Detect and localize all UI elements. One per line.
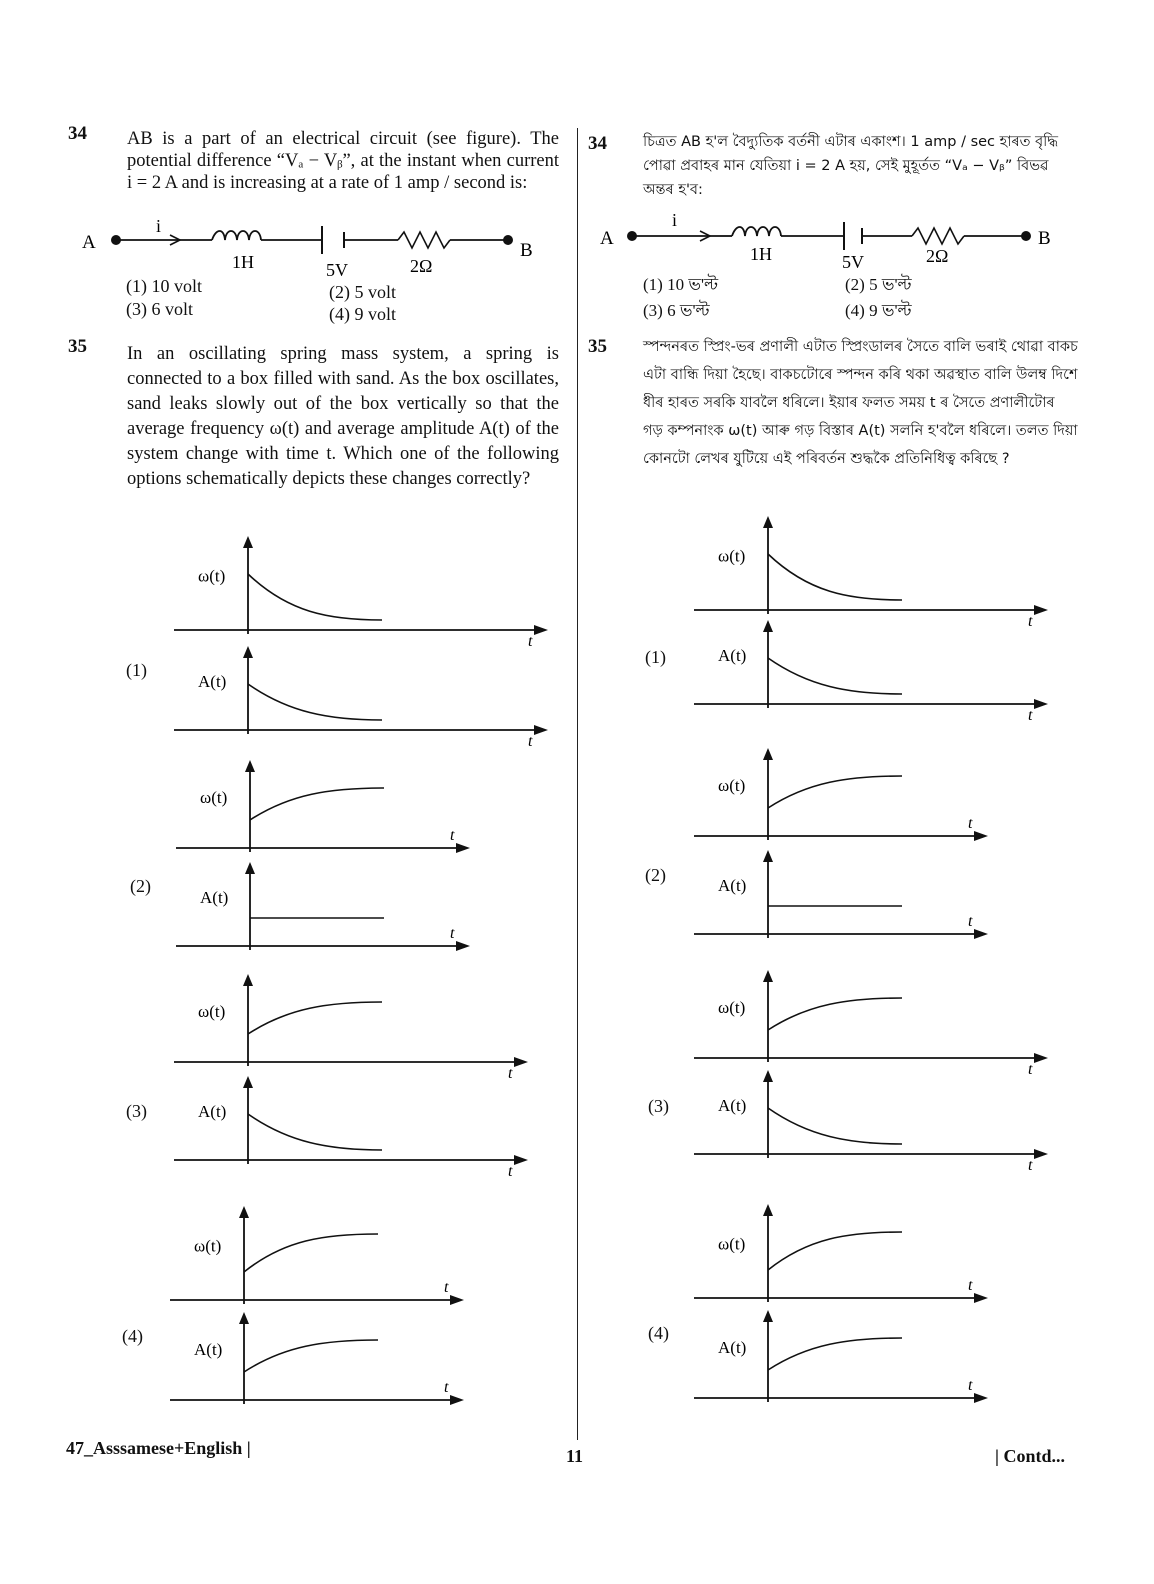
q34-option-1-as[interactable]: (1) 10 ভ'ল্ট [643,275,719,294]
battery-label: 5V [326,260,348,278]
graph-left-opt2-omega [172,756,472,860]
curve [768,554,902,600]
x-axis-arrow [1034,699,1048,709]
y-axis-arrow [763,1310,773,1322]
q35-option-label-2[interactable]: (2) [130,876,151,896]
x-axis-label: t [1028,1061,1033,1078]
current-label-as: i [672,214,678,230]
curve [250,788,384,820]
graph-left-opt1-amplitude [170,642,550,750]
q34-option-4-as[interactable]: (4) 9 ভ'ল্ট [845,301,912,320]
y-axis-arrow [763,850,773,862]
x-axis-label: t [450,925,455,942]
footer-page-number: 11 [566,1446,584,1466]
curve [768,776,902,808]
x-axis-arrow [1034,605,1048,615]
graph-right-opt4-amplitude [690,1306,990,1410]
q35-option-label-1[interactable]: (1) [126,660,147,680]
x-axis-label: t [1028,707,1033,724]
terminal-b-label: B [520,240,533,261]
y-axis-arrow [763,516,773,528]
graph-right-opt4-omega [690,1200,990,1310]
y-axis-label: ω(t) [194,1236,222,1256]
curve [768,1232,902,1270]
graph-left-opt3-omega [170,970,530,1082]
inductor-label-as: 1H [750,244,772,264]
y-axis-label: A(t) [718,876,747,895]
x-axis-label: t [508,1065,513,1082]
graph-right-opt1-omega [690,512,1050,630]
q35-option-label-3-as[interactable]: (3) [648,1096,669,1116]
y-axis-arrow [763,970,773,982]
x-axis-label: t [444,1279,449,1296]
y-axis-arrow [239,1312,249,1324]
x-axis-label: t [528,633,533,650]
question-34-text-as: চিত্ৰত AB হ'ল বৈদ্যুতিক বৰ্তনী এটাৰ একাংশ। 1 amp / sec হাৰত বৃদ্ধি পোৱা প্ৰবাহৰ মান যেতিয়া i = 2 A হয়, সেই মুহূৰ্তত “Vₐ − Vᵦ” বিভৱ অন্তৰ হ'ব: [643,134,1058,198]
question-number-35: 35 [68,336,87,357]
graph-right-opt3-amplitude [690,1066,1050,1174]
q34-option-4[interactable]: (4) 9 volt [329,304,396,324]
curve [768,658,902,694]
x-axis-arrow [514,1155,528,1165]
graph-left-opt3-amplitude [170,1072,530,1180]
q35-option-label-4-as[interactable]: (4) [648,1323,669,1343]
y-axis-arrow [763,620,773,632]
y-axis-arrow [763,748,773,760]
x-axis-label: t [968,815,973,832]
y-axis-label: ω(t) [718,775,746,795]
curve [768,1108,902,1144]
circuit-diagram-as [600,214,1070,274]
question-number-34: 34 [68,123,87,144]
curve [248,574,382,620]
y-axis-arrow [243,536,253,548]
x-axis-arrow [450,1395,464,1405]
y-axis-arrow [243,974,253,986]
q35-option-label-3[interactable]: (3) [126,1101,147,1121]
y-axis-label: A(t) [718,646,747,665]
q34-option-1[interactable]: (1) 10 volt [126,276,202,296]
graph-right-opt2-amplitude [690,846,990,946]
y-axis-arrow [243,646,253,658]
x-axis-arrow [974,929,988,939]
curve [244,1340,378,1372]
x-axis-arrow [456,843,470,853]
resistor-label-as: 2Ω [926,246,949,266]
y-axis-label: A(t) [718,1337,747,1357]
x-axis-arrow [974,831,988,841]
footer-contd: | Contd... [995,1446,1065,1466]
x-axis-arrow [1034,1053,1048,1063]
x-axis-label: t [968,1277,973,1294]
x-axis-arrow [974,1293,988,1303]
x-axis-arrow [1034,1149,1048,1159]
x-axis-arrow [456,941,470,951]
y-axis-label: A(t) [718,1096,747,1115]
y-axis-arrow [245,760,255,772]
q35-option-label-2-as[interactable]: (2) [645,865,666,885]
resistor-label: 2Ω [410,256,433,276]
graph-left-opt2-amplitude [172,858,472,958]
curve [248,684,382,720]
question-number-34-as: 34 [588,133,607,154]
question-34-text: AB is a part of an electrical circuit (see figure). The potential difference “Vₐ − Vᵦ”, at the instant when current i = 2 A and is increasing at a rate of 1 amp / second is: [127,129,559,193]
curve [244,1234,378,1272]
graph-right-opt1-amplitude [690,616,1050,724]
terminal-a-label-as: A [600,228,614,249]
y-axis-label: A(t) [198,672,227,691]
y-axis-arrow [245,862,255,874]
q35-option-label-4[interactable]: (4) [122,1326,143,1346]
y-axis-label: ω(t) [718,997,746,1017]
x-axis-arrow [534,725,548,735]
y-axis-label: ω(t) [718,1234,746,1254]
x-axis-label: t [508,1163,513,1180]
circuit-diagram [80,218,550,278]
y-axis-label: A(t) [194,1339,223,1359]
curve [248,1114,382,1150]
y-axis-arrow [763,1204,773,1216]
y-axis-arrow [243,1076,253,1088]
q34-option-2[interactable]: (2) 5 volt [329,282,396,302]
graph-left-opt4-omega [166,1202,466,1312]
current-label: i [156,218,162,236]
curve [768,998,902,1030]
x-axis-label: t [968,913,973,930]
x-axis-label: t [528,733,533,750]
y-axis-label: A(t) [200,888,229,907]
y-axis-label: ω(t) [718,546,746,566]
x-axis-label: t [444,1379,449,1396]
q35-option-label-1-as[interactable]: (1) [645,647,666,667]
x-axis-label: t [450,827,455,844]
y-axis-label: ω(t) [198,1001,226,1021]
graph-left-opt1-omega [170,532,550,650]
x-axis-arrow [534,625,548,635]
q34-option-2-as[interactable]: (2) 5 ভ'ল্ট [845,275,912,294]
footer-paper-code: 47_Asssamese+English | [66,1438,251,1458]
y-axis-arrow [239,1206,249,1218]
x-axis-arrow [974,1393,988,1403]
x-axis-label: t [968,1377,973,1394]
graph-right-opt2-omega [690,744,990,848]
x-axis-label: t [1028,1157,1033,1174]
curve [768,1338,902,1370]
terminal-b-label-as: B [1038,228,1051,249]
y-axis-arrow [763,1070,773,1082]
x-axis-arrow [450,1295,464,1305]
y-axis-label: ω(t) [198,566,226,586]
inductor-label: 1H [232,252,254,272]
graph-right-opt3-omega [690,966,1050,1078]
terminal-a-label: A [82,232,96,253]
q34-option-3-as[interactable]: (3) 6 ভ'ল্ট [643,301,710,320]
y-axis-label: ω(t) [200,787,228,807]
curve [248,1002,382,1034]
question-35-text: In an oscillating spring mass system, a spring is connected to a box filled with sand. As the box oscillates, sand leaks slowly out of the box vertically so that the average frequency ω(t) and average amplitude A(t) of the system change with time t. Which one of the following options schematically depicts these changes correctly? [127,344,559,489]
battery-label-as: 5V [842,252,864,272]
q34-option-3[interactable]: (3) 6 volt [126,299,193,319]
x-axis-label: t [1028,613,1033,630]
question-number-35-as: 35 [588,336,607,357]
y-axis-label: A(t) [198,1102,227,1121]
graph-left-opt4-amplitude [166,1308,466,1412]
question-35-text-as: স্পন্দনৰত স্প্ৰিং-ভৰ প্ৰণালী এটাত স্প্ৰিংডালৰ সৈতে বালি ভৰাই থোৱা বাকচ এটা বান্ধি দিয়া হৈছে। বাকচটোৰে স্পন্দন কৰি থকা অৱস্থাত বালি উলম্ব দিশে ধীৰ হাৰত সৰকি যাবলৈ ধৰিলে। ইয়াৰ ফলত সময় t ৰ সৈতে প্ৰণালীটোৰ গড় কম্পনাংক ω(t) আৰু গড় বিস্তাৰ A(t) সলনি হ'বলৈ ধৰিলে। তলত দিয়া কোনটো লেখৰ যুটিয়ে এই পৰিবৰ্তন শুদ্ধকৈ প্ৰতিনিধিত্ব কৰিছে ? [643,339,1078,467]
column-divider [577,128,578,1440]
x-axis-arrow [514,1057,528,1067]
